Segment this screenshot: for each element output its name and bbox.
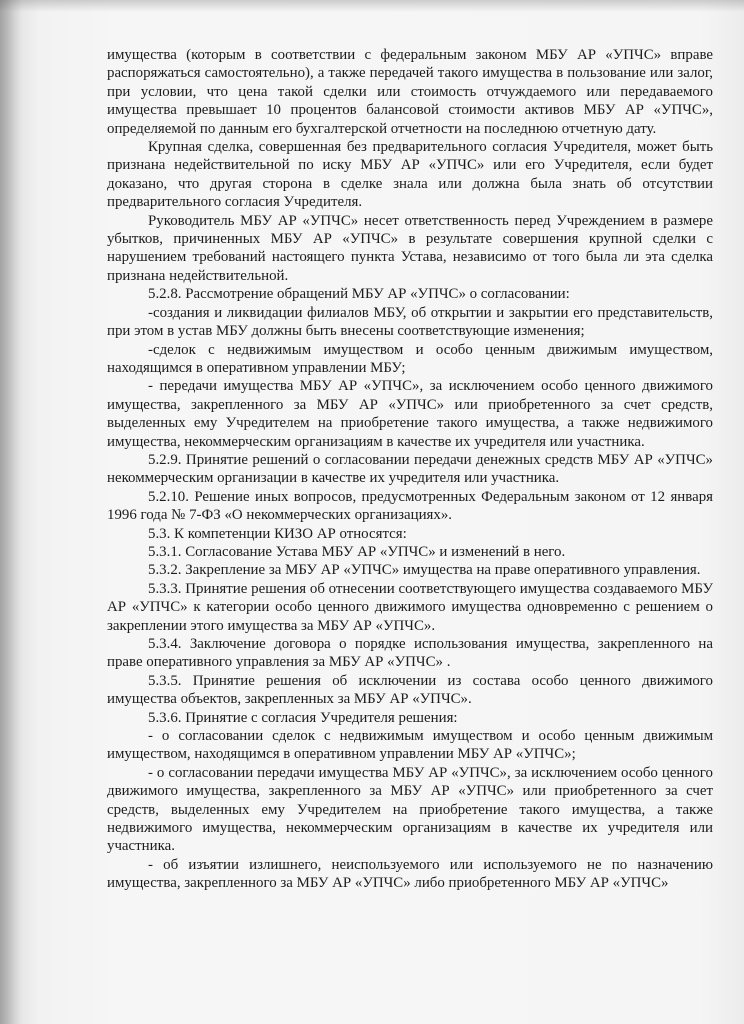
section-5-2-10: 5.2.10. Решение иных вопросов, предусмотренных Федеральным законом от 12 января 1996 года № 7-ФЗ «О некоммерческих организациях». — [107, 488, 713, 524]
page-top-shadow — [0, 0, 744, 12]
section-heading-5-3: 5.3. К компетенции КИЗО АР относятся: — [148, 525, 407, 542]
list-item: -создания и ликвидации филиалов МБУ, об открытии и закрытии его представительств, при этом в устав МБУ должны быть внесены соответствующие изменения; — [107, 304, 713, 340]
paragraph: Руководитель МБУ АР «УПЧС» несет ответственность перед Учреждением в размере убытков, причиненных МБУ АР «УПЧС» в результате совершения крупной сделки с нарушением требований настоящего пункта Устава, независимо от того была ли эта сделка признана недействительной. — [107, 212, 713, 284]
section-5-3-3: 5.3.3. Принятие решения об отнесении соответствующего имущества создаваемого МБУ АР «УПЧС» к категории особо ценного движимого имущества одновременно с решением о закреплении этого имущества за МБУ АР «УПЧС». — [107, 580, 713, 634]
document-body — [107, 46, 713, 893]
section-5-3-1: 5.3.1. Согласование Устава МБУ АР «УПЧС» и изменений в него. — [148, 543, 566, 560]
page-edge-shadow — [0, 0, 22, 1024]
section-heading-5-3-6: 5.3.6. Принятие с согласия Учредителя решения: — [148, 709, 458, 726]
list-item: - о согласовании передачи имущества МБУ АР «УПЧС», за исключением особо ценного движимого имущества, закрепленного за МБУ АР «УПЧС» или приобретенного за счет средств, выделенных ему Учредителем на приобретение такого имущества, а также недвижимого имущества, некоммерческим организациям в качестве их учредителя или участника. — [107, 764, 713, 855]
section-heading-5-2-8: 5.2.8. Рассмотрение обращений МБУ АР «УПЧС» о согласовании: — [148, 286, 570, 303]
list-item: - об изъятии излишнего, неиспользуемого или используемого не по назначению имущества, закрепленного за МБУ АР «УПЧС» либо приобретенного МБУ АР «УПЧС» — [107, 856, 713, 892]
section-5-3-5: 5.3.5. Принятие решения об исключении из состава особо ценного движимого имущества объектов, закрепленных за МБУ АР «УПЧС». — [107, 672, 713, 708]
section-5-2-9: 5.2.9. Принятие решений о согласовании передачи денежных средств МБУ АР «УПЧС» некоммерческим организации в качестве их учредителя или участника. — [107, 451, 713, 487]
list-item: - о согласовании сделок с недвижимым имуществом и особо ценным движимым имуществом, находящимся в оперативном управлении МБУ АР «УПЧС»; — [107, 728, 713, 763]
list-item: - передачи имущества МБУ АР «УПЧС», за исключением особо ценного движимого имущества, закрепленного за МБУ АР «УПЧС» или приобретенного за счет средств, выделенных ему Учредителем на приобретение такого имущества, а также недвижимого имущества, некоммерческим организациям в качестве их учредителя или участника. — [107, 378, 713, 450]
section-5-3-4: 5.3.4. Заключение договора о порядке использования имущества, закрепленного на праве оперативного управления за МБУ АР «УПЧС» . — [107, 636, 713, 671]
list-item: -сделок с недвижимым имуществом и особо ценным движимым имуществом, находящимся в оперативном управлении МБУ; — [107, 341, 713, 376]
paragraph: Крупная сделка, совершенная без предварительного согласия Учредителя, может быть признана недействительной по иску МБУ АР «УПЧС» или его Учредителя, если будет доказано, что другая сторона в сделке знала или должна была знать об отсутствии предварительного согласия Учредителя. — [107, 139, 713, 211]
paragraph: имущества (которым в соответствии с федеральным законом МБУ АР «УПЧС» вправе распоряжаться самостоятельно), а также передачей такого имущества в пользование или залог, при условии, что цена такой сделки или стоимость отчуждаемого или передаваемого имущества превышает 10 процентов балансовой стоимости активов МБУ АР «УПЧС», определяемой по данным его бухгалтерской отчетности на последнюю отчетную дату. — [107, 47, 713, 137]
section-5-3-2: 5.3.2. Закрепление за МБУ АР «УПЧС» имущества на праве оперативного управления. — [148, 562, 701, 579]
